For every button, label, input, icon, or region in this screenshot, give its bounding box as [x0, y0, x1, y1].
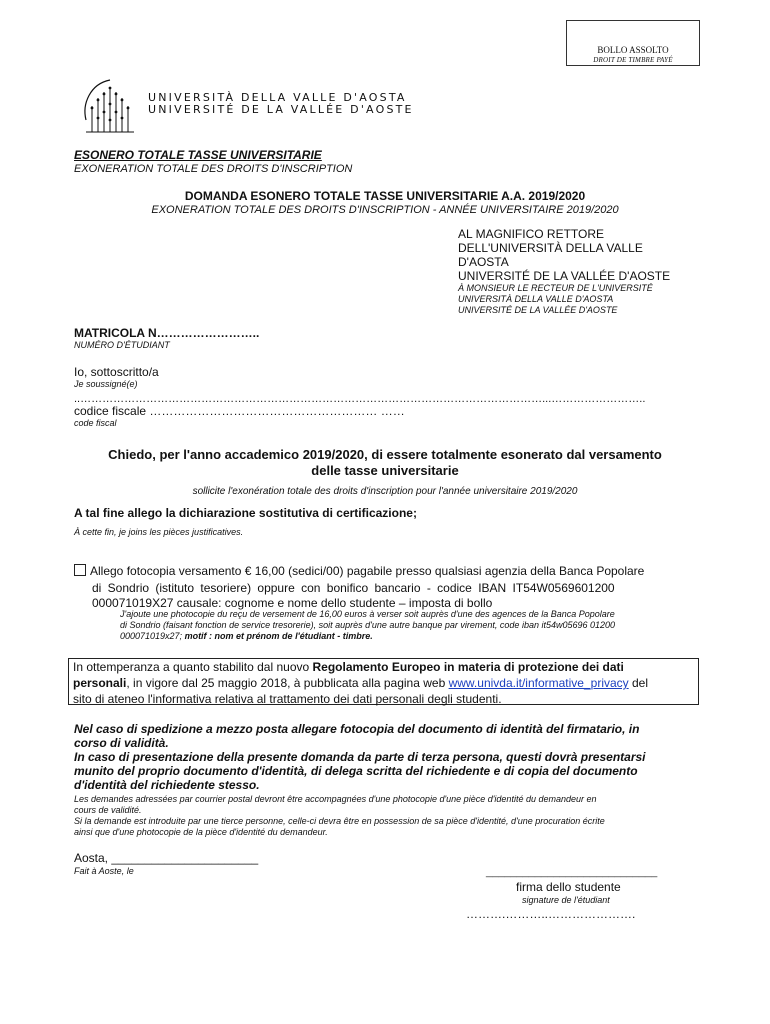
postal-note-fr	[74, 794, 605, 838]
signature-label-fr: signature de l'étudiant	[522, 895, 610, 905]
addressee-line: DELL'UNIVERSITÀ DELLA VALLE	[458, 241, 643, 255]
addressee-line-fr: UNIVERSITÀ DELLA VALLE D'AOSTA	[458, 294, 614, 304]
document-title: ESONERO TOTALE TASSE UNIVERSITARIE	[74, 148, 322, 162]
postal-note-line: corso di validità.	[74, 736, 169, 750]
document-title-fr: EXONERATION TOTALE DES DROITS D'INSCRIPTION	[74, 163, 353, 175]
addressee-line: AL MAGNIFICO RETTORE	[458, 227, 605, 241]
stamp-label-fr: DROIT DE TIMBRE PAYÉ	[593, 56, 673, 64]
privacy-link[interactable]: www.univda.it/informative_privacy	[448, 676, 629, 690]
postal-note-line: In caso di presentazione della presente domanda da parte di terza persona, questi dovrà presentarsi	[74, 750, 646, 764]
privacy-line: sito di ateneo l'informativa relativa al trattamento dei dati personali degli studenti.	[73, 692, 502, 706]
declaration-heading: A tal fine allego la dichiarazione sostitutiva di certificazione;	[74, 506, 417, 520]
postal-note	[74, 722, 646, 792]
attachment-checkbox[interactable]	[74, 564, 86, 576]
matricola-label-fr: NUMÉRO D'ÉTUDIANT	[74, 340, 170, 350]
privacy-text-bold: personali	[73, 676, 127, 690]
privacy-text: In ottemperanza a quanto stabilito dal nuovo	[73, 660, 313, 674]
declaration-heading-fr: À cette fin, je joins les pièces justificatives.	[74, 527, 244, 537]
stamp-label: BOLLO ASSOLTO	[597, 45, 669, 55]
attachment-text-fr: J'ajoute une photocopie du reçu de versement de 16,00 euros à verser soit auprès d'une des agences de la Banca Popolare	[120, 609, 615, 619]
signature-label: firma dello studente	[516, 880, 621, 894]
attachment-iban-fr: 000071019x27;	[120, 631, 185, 641]
privacy-notice	[68, 658, 699, 705]
attachment-motif-fr: motif : nom et prénom de l'étudiant - timbre.	[184, 631, 373, 641]
postal-note-fr-line: Si la demande est introduite par une tierce personne, celle-ci devra être en possession de sa pièce d'identité, d'une procuration écrite	[74, 816, 605, 826]
postal-note-line: munito del proprio documento d'identità, di delega scritta del richiedente e di copia del documento	[74, 764, 638, 778]
attachment-text-fr: di Sondrio (faisant fonction de service tresorerie), soit auprès d'une autre banque par virement, code iban it54w05696 01200	[120, 620, 616, 630]
postal-note-fr-line: ainsi que d'une photocopie de la pièce d'identité du demandeur.	[74, 827, 328, 837]
privacy-text-bold: Regolamento Europeo in materia di protezione dei dati	[312, 660, 624, 674]
request-statement-2: delle tasse universitarie	[311, 463, 459, 478]
document-subtitle-fr: EXONERATION TOTALE DES DROITS D'INSCRIPTION - ANNÉE UNIVERSITAIRE 2019/2020	[151, 204, 619, 216]
logo-text-fr: UNIVERSITÉ DE LA VALLÉE D'AOSTE	[148, 103, 414, 116]
signature-line[interactable]: ____________________________	[486, 866, 658, 878]
place-date-label-fr: Fait à Aoste, le	[74, 866, 134, 876]
request-statement-fr: sollicite l'exonération totale des droits d'inscription pour l'année universitaire 2019/2020	[192, 486, 578, 497]
addressee-line-fr: À MONSIEUR LE RECTEUR DE L'UNIVERSITÉ	[458, 283, 653, 293]
stamp-box	[566, 20, 700, 66]
postal-note-line: d'identità del richiedente stesso.	[74, 778, 260, 792]
attachment-text: Allego fotocopia versamento € 16,00 (sedici/00) pagabile presso qualsiasi agenzia della Banca Popolare	[90, 564, 645, 578]
matricola-field[interactable]: MATRICOLA N……………………..	[74, 326, 260, 340]
university-logo-icon	[78, 74, 142, 138]
privacy-line	[73, 675, 698, 691]
document-subtitle: DOMANDA ESONERO TOTALE TASSE UNIVERSITARIE A.A. 2019/2020	[184, 189, 586, 203]
signature-field[interactable]: ……….………..………………….	[466, 907, 636, 921]
addressee-line: D'AOSTA	[458, 255, 509, 269]
attachment-text: di Sondrio (istituto tesoriere) oppure con bonifico bancario - codice IBAN IT54W0569601200	[92, 581, 615, 595]
postal-note-line: Nel caso di spedizione a mezzo posta allegare fotocopia del documento di identità del firmatario, in	[74, 722, 640, 736]
addressee-line: UNIVERSITÉ DE LA VALLÉE D'AOSTE	[458, 269, 671, 283]
privacy-text: , in vigore dal 25 maggio 2018, à pubblicata alla pagina web	[126, 676, 449, 690]
addressee-line-fr: UNIVERSITÉ DE LA VALLÉE D'AOSTE	[458, 305, 618, 315]
tax-code-label-fr: code fiscal	[74, 418, 117, 428]
attachment-item	[74, 564, 700, 578]
place-date-field[interactable]: Aosta, ______________________	[74, 851, 259, 865]
request-statement: Chiedo, per l'anno accademico 2019/2020, di essere totalmente esonerato dal versamento	[108, 447, 662, 462]
name-label: Io, sottoscritto/a	[74, 365, 159, 379]
tax-code-field[interactable]: codice fiscale ………………………………………………… ……	[74, 404, 405, 418]
name-label-fr: Je soussigné(e)	[74, 379, 138, 389]
attachment-text: 000071019X27 causale: cognome e nome dello studente – imposta di bollo	[92, 596, 493, 610]
postal-note-fr-line: Les demandes adressées par courrier postal devront être accompagnées d'une photocopie d'une pièce d'identité du demandeur en	[74, 794, 597, 804]
postal-note-fr-line: cours de validité.	[74, 805, 142, 815]
logo-text-it: UNIVERSITÀ DELLA VALLE D'AOSTA	[148, 91, 407, 104]
privacy-line	[73, 659, 698, 675]
privacy-text: del	[628, 676, 649, 690]
attachment-text-fr	[120, 631, 373, 642]
name-field[interactable]: ..………………………………………………………………………………………………………………...……………………..	[74, 393, 646, 405]
